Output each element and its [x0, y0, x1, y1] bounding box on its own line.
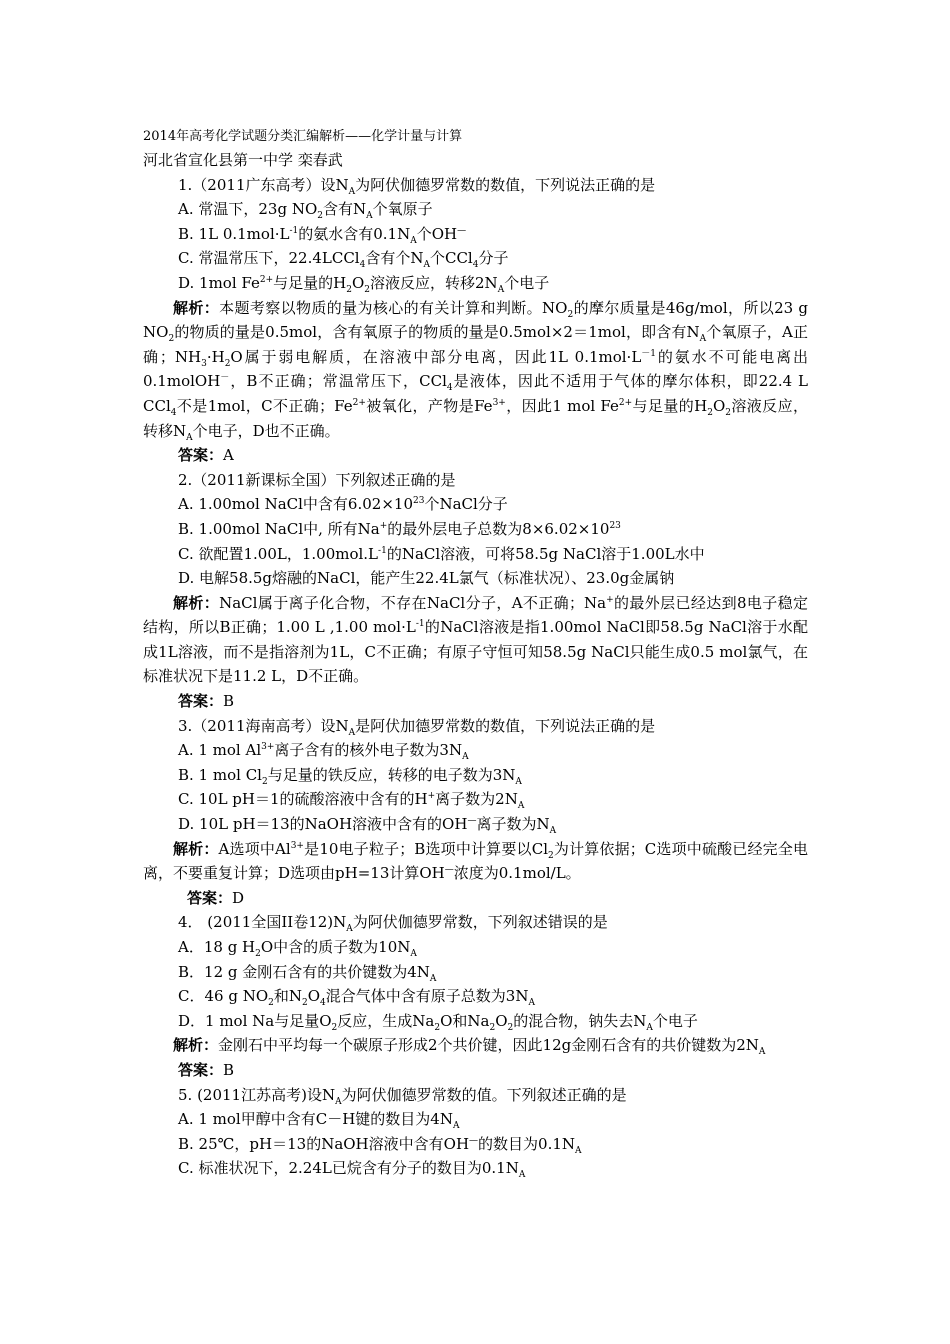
analysis-paragraph — [143, 296, 808, 444]
option-c: C. 标准状况下，2.24L已烷含有分子的数目为$0.1N_A$ — [178, 1159, 526, 1181]
analysis-label: 解析： — [173, 839, 219, 858]
answer-value: B — [223, 692, 235, 711]
question-stem: 5. (2011江苏高考)设$N_A$为阿伏伽德罗常数的值。下列叙述正确的是 — [178, 1085, 627, 1107]
analysis-label: 解析： — [173, 298, 220, 317]
option-b: B．12 g 金刚石含有的共价键数为$4N_A$ — [178, 962, 437, 984]
analysis-text: 金刚石中平均每一个碳原子形成2个共价键，因此12g金刚石含有的共价键数为$2N_A$ — [218, 1036, 766, 1058]
option-d: D．1 mol Na与足量$O_2$反应，生成$Na_2O$和$Na_2O_2$的混合物，钠失去$N_A$个电子 — [178, 1011, 698, 1033]
option-b: B. 1 mol $Cl_2$与足量的铁反应，转移的电子数为$3N_A$ — [178, 765, 522, 787]
answer-value: B — [223, 1060, 235, 1079]
answer-label: 答案： — [178, 1060, 224, 1079]
analysis-paragraph — [143, 591, 808, 689]
question-stem: 1.（2011广东高考）设$N_A$为阿伏伽德罗常数的数值，下列说法正确的是 — [178, 175, 656, 197]
option-d: D. 电解58.5g熔融的NaCl，能产生22.4L氯气（标准状况）、23.0g金属钠 — [178, 569, 675, 588]
answer-line — [143, 443, 808, 468]
document-page — [143, 126, 808, 1181]
option-c: C. 欲配置1.00L，$1.00mol.L^{-1}$的NaCl溶液，可将58.5g NaCl溶于1.00L水中 — [178, 544, 705, 563]
option-c: C．46 g $NO_2$和$N_2O_4$混合气体中含有原子总数为$3N_A$ — [178, 987, 535, 1009]
analysis-label: 解析： — [173, 1036, 219, 1055]
option-a: A. 1.00mol NaCl中含有$6.02\times 10^{23}$个NaCl分子 — [178, 495, 508, 514]
option-c: C. 常温常压下，22.4LCCl$_4$含有个$N_A$个CCl$_4$分子 — [178, 249, 509, 271]
answer-value: A — [223, 446, 234, 465]
answer-label: 答案： — [178, 692, 224, 711]
author-line: 河北省宣化县第一中学 栾春武 — [143, 151, 343, 169]
option-a: A. 1 mol甲醇中含有C－H键的数目为$4N_A$ — [178, 1110, 460, 1132]
answer-line — [143, 1058, 808, 1083]
option-b: B. 1L $0.1mol\cdot L^{-1}$的氨水含有$0.1N_A$个OH— — [178, 224, 467, 246]
answer-value: D — [232, 888, 245, 907]
analysis-text: 本题考察以物质的量为核心的有关计算和判断。$NO_2$的摩尔质量是46g/mol，所以23 g $NO_2$的物质的量是0.5mol，含有氧原子的物质的量是0.5mol×2＝1mol，即含有$N_A$个氧原子，A正确；$NH_3\cdot H_2O$属于弱电解质，在溶液中部分电离，因此1L $0.1mol\cdot L^{-1}$的氨水不可能电离出0.1molOH－，B不正确；常温常压下，CCl$_4$是液体，因此不适用于气体的摩尔体积，即22.4 L CCl$_4$不是1mol，C不正确；$Fe^{2+}$被氧化，产物是$Fe^{3+}$，因此1 mol $Fe^{2+}$与足量的$H_2O_2$溶液反应，转移$N_A$个电子，D也不正确。 — [143, 298, 808, 443]
option-a: A．18 g $H_2O$中含的质子数为$10N_A$ — [178, 938, 417, 959]
question-stem: 3.（2011海南高考）设$N_A$是阿伏加德罗常数的数值，下列说法正确的是 — [178, 716, 656, 738]
analysis-text: NaCl属于离子化合物，不存在NaCl分子，A不正确；Na+的最外层已经达到8电子稳定结构，所以B正确；1.00 L ,1.00 $mol\cdot L^{-1}$的NaCl溶液是指1.00mol NaCl即58.5g NaCl溶于水配成1L溶液，而不是指溶剂为1L，C不正确；有原子守恒可知58.5g NaCl只能生成0.5 mol氯气，在标准状况下是11.2 L，D不正确。 — [143, 593, 809, 686]
answer-label: 答案： — [178, 446, 224, 465]
analysis-paragraph — [143, 1033, 808, 1058]
analysis-paragraph — [143, 837, 808, 886]
analysis-label: 解析： — [173, 593, 220, 612]
question-stem: 4． (2011全国II卷$12)N_A$为阿伏伽德罗常数，下列叙述错误的是 — [178, 913, 608, 935]
option-d: D. 1mol $Fe^{2+}$与足量的$H_2O_2$溶液反应，转移$2N_A$个电子 — [178, 273, 550, 295]
option-c: C. 10L pH＝1的硫酸溶液中含有的H+离子数为$2N_A$ — [178, 790, 525, 812]
analysis-text: A选项中$Al^{3+}$是10电子粒子；B选项中计算要以$Cl_2$为计算依据；C选项中硫酸已经完全电离，不要重复计算；D选项由pH=13计算OH—浓度为0.1mol/L。 — [143, 839, 809, 883]
answer-line — [143, 886, 808, 911]
document-title: 2014年高考化学试题分类汇编解析——化学计量与计算 — [143, 129, 463, 144]
option-d: D. 10L pH＝13的NaOH溶液中含有的OH—离子数为$N_A$ — [178, 815, 557, 837]
answer-label: 答案： — [187, 888, 233, 907]
option-b: B. 1.00mol NaCl中, 所有Na+的最外层电子总数为$8\times 6.02\times 10^{23}$ — [178, 519, 621, 538]
question-stem: 2.（2011新课标全国）下列叙述正确的是 — [178, 470, 456, 489]
option-a: A. 1 mol $Al^{3+}$离子含有的核外电子数为$3N_A$ — [178, 741, 469, 763]
option-b: B. 25℃，pH＝13的NaOH溶液中含有OH—的数目为$0.1N_A$ — [178, 1134, 582, 1156]
option-a: A. 常温下，23g $NO_2$含有$N_A$个氧原子 — [178, 200, 433, 222]
answer-line — [143, 689, 808, 714]
